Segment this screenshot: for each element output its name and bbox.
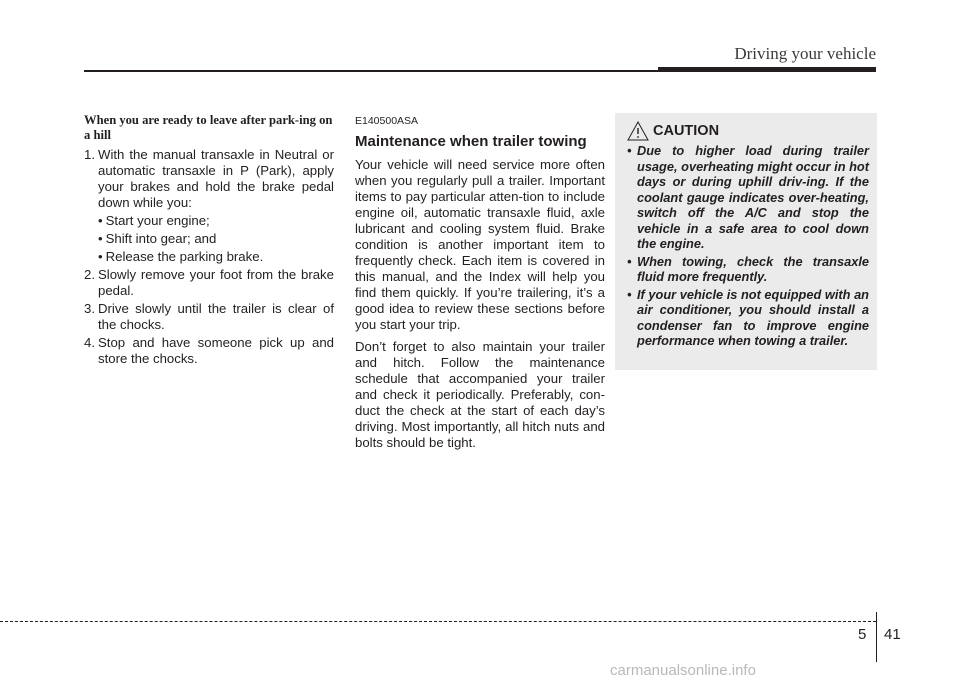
steps-list — [84, 147, 334, 367]
header-rule-thick — [658, 67, 876, 72]
step-number: 2. — [84, 267, 95, 282]
caution-item: • Due to higher load during trailer usage, overheating might occur in hot days or during uphill driv-ing. If the coolant gauge indicates over-heating, switch off the A/C and stop the vehicle in a safe area to cool down the engine. — [627, 143, 869, 251]
left-column — [84, 113, 334, 369]
section-number: 5 — [858, 626, 867, 643]
bullet-item: • Shift into gear; and — [98, 231, 217, 246]
footer-rule — [0, 621, 876, 622]
step-text: With the manual transaxle in Neutral or automatic transaxle in P (Park), apply your brakes and hold the brake pedal down while you: — [98, 147, 334, 210]
bullet-list — [98, 213, 334, 265]
paragraph: Don’t forget to also maintain your trailer and hitch. Follow the maintenance schedule that accompanied your trailer and check it periodically. Preferably, con-duct the check at the start of each day’s driving. Most importantly, all hitch nuts and bolts should be tight. — [355, 339, 605, 450]
bullet-item: • Release the parking brake. — [98, 249, 264, 264]
step-item — [84, 267, 334, 299]
maintenance-heading: Maintenance when trailer towing — [355, 133, 587, 150]
caution-item: • When towing, check the transaxle fluid more frequently. — [627, 253, 869, 284]
hill-subheading: When you are ready to leave after park-ing on a hill — [84, 113, 333, 142]
step-text: Stop and have someone pick up and store the chocks. — [98, 335, 334, 366]
step-item — [84, 301, 334, 333]
header-rule-thin — [84, 70, 660, 72]
step-number: 4. — [84, 335, 95, 350]
step-number: 3. — [84, 301, 95, 316]
caution-text: If your vehicle is not equipped with an air conditioner, you should install a condenser fan to improve engine performance when towing a trailer. — [637, 286, 869, 348]
bullet-text: Shift into gear; and — [105, 231, 217, 246]
caution-title: CAUTION — [653, 123, 720, 139]
section-title: Driving your vehicle — [734, 44, 876, 63]
warning-triangle-icon — [627, 121, 649, 141]
caution-text: Due to higher load during trailer usage, overheating might occur in hot days or during uphill driv-ing. If the coolant gauge indicates over-heating, switch off the A/C and stop the vehicle in a safe area to cool down the engine. — [637, 143, 869, 251]
step-item — [84, 147, 334, 265]
page-divider — [876, 612, 877, 662]
caution-list — [627, 143, 869, 349]
step-text: Slowly remove your foot from the brake pedal. — [98, 267, 334, 298]
middle-column — [355, 113, 605, 457]
bullet-item: • Start your engine; — [98, 213, 210, 228]
caution-box — [615, 113, 877, 370]
caution-header — [627, 121, 869, 141]
watermark: carmanualsonline.info — [610, 662, 756, 679]
bullet-text: Release the parking brake. — [105, 249, 264, 264]
step-item — [84, 335, 334, 367]
caution-item: • If your vehicle is not equipped with an air conditioner, you should install a condenser fan to improve engine performance when towing a trailer. — [627, 286, 869, 348]
page-number: 41 — [884, 626, 901, 643]
bullet-text: Start your engine; — [105, 213, 210, 228]
caution-text: When towing, check the transaxle fluid more frequently. — [637, 253, 869, 284]
step-text: Drive slowly until the trailer is clear of the chocks. — [98, 301, 334, 332]
paragraph: Your vehicle will need service more often when you regularly pull a trailer. Important items to pay particular atten-tion to include engine oil, automatic transaxle fluid, axle lubricant and cooling system fluid. Brake condition is another important item to frequently check. Each item is covered in this manual, and the Index will help you find them quickly. If you’re trailering, it’s a good idea to review these sections before you start your trip. — [355, 157, 605, 332]
step-number: 1. — [84, 147, 95, 162]
section-code: E140500ASA — [355, 115, 419, 127]
